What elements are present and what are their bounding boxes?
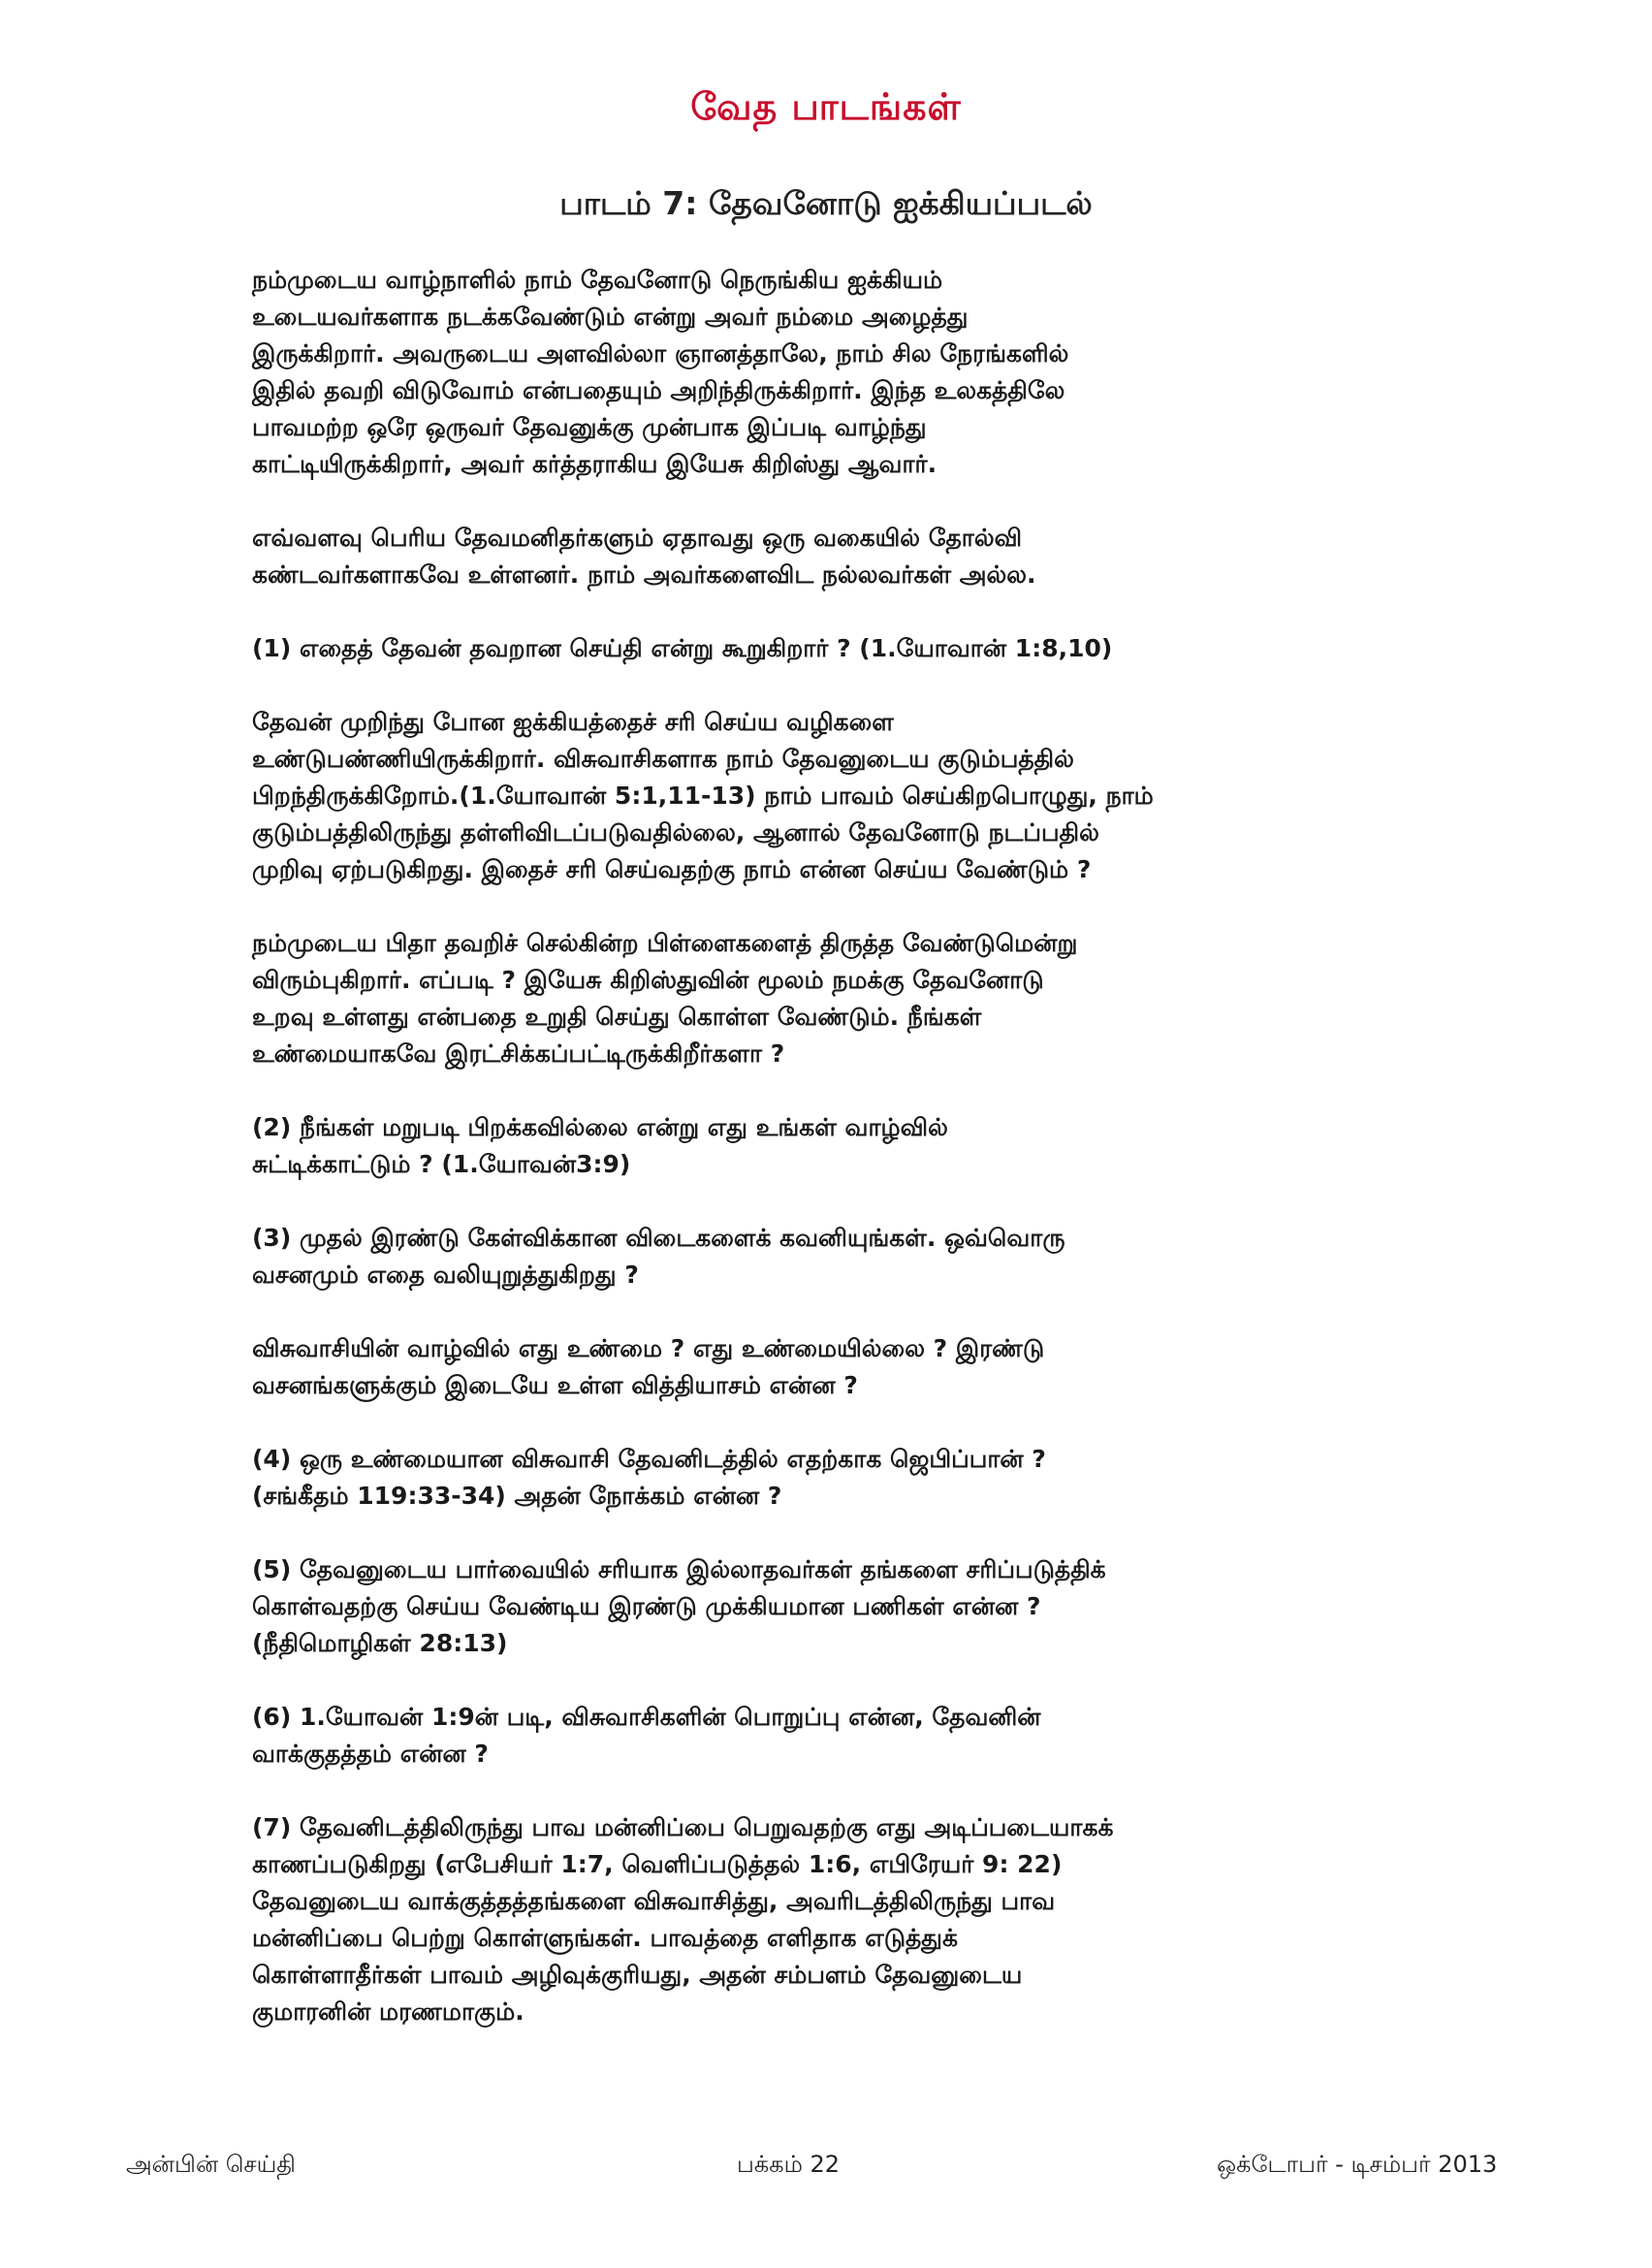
text-line: (4) ஒரு உண்மையான விசுவாசி தேவனிடத்தில் எதற்காக ஜெபிப்பான் ? (252, 1445, 1046, 1473)
text-line: சுட்டிக்காட்டும் ? (1.யோவன்3:9) (252, 1150, 631, 1178)
text-line: குடும்பத்திலிருந்து தள்ளிவிடப்படுவதில்லை, ஆனால் தேவனோடு நடப்பதில் (252, 818, 1099, 847)
text-line: (2) நீங்கள் மறுபடி பிறக்கவில்லை என்று எது உங்கள் வாழ்வில் (252, 1113, 948, 1141)
text-line: (சங்கீதம் 119:33-34) அதன் நோக்கம் என்ன ? (252, 1482, 782, 1510)
footer-page-number: பக்கம் 22 (737, 2151, 841, 2178)
text-line: காட்டியிருக்கிறார், அவர் கர்த்தராகிய இயேசு கிறிஸ்து ஆவார். (252, 450, 937, 478)
paragraph (252, 1220, 1454, 1294)
lesson-title: பாடம் 7: தேவனோடு ஐக்கியப்படல் (559, 184, 1093, 222)
paragraph (252, 1809, 1454, 2030)
text-line: கண்டவர்களாகவே உள்ளனர். நாம் அவர்களைவிட நல்லவர்கள் அல்ல. (252, 560, 1036, 589)
paragraph (252, 1441, 1454, 1515)
lesson-body (252, 262, 1454, 2067)
text-line: பாவமற்ற ஒரே ஒருவர் தேவனுக்கு முன்பாக இப்படி வாழ்ந்து (252, 413, 927, 441)
text-line: (நீதிமொழிகள் 28:13) (252, 1629, 508, 1657)
text-line: உறவு உள்ளது என்பதை உறுதி செய்து கொள்ள வேண்டும். நீங்கள் (252, 1003, 982, 1031)
text-line: தேவன் முறிந்து போன ஐக்கியத்தைச் சரி செய்ய வழிகளை (252, 708, 894, 736)
text-line: குமாரனின் மரணமாகும். (252, 1997, 524, 2026)
text-line: வசனமும் எதை வலியுறுத்துகிறது ? (252, 1261, 639, 1289)
text-line: எவ்வளவு பெரிய தேவமனிதர்களும் ஏதாவது ஒரு வகையில் தோல்வி (252, 524, 1023, 552)
text-line: விரும்புகிறார். எப்படி ? இயேசு கிறிஸ்துவின் மூலம் நமக்கு தேவனோடு (252, 966, 1044, 994)
paragraph (252, 1330, 1454, 1404)
text-line: நம்முடைய வாழ்நாளில் நாம் தேவனோடு நெருங்கிய ஐக்கியம் (252, 266, 943, 294)
text-line: பிறந்திருக்கிறோம்.(1.யோவான் 5:1,11-13) நாம் பாவம் செய்கிறபொழுது, நாம் (252, 782, 1154, 810)
text-line: காணப்படுகிறது (எபேசியர் 1:7, வெளிப்படுத்தல் 1:6, எபிரேயர் 9: 22) (252, 1850, 1063, 1878)
paragraph (252, 925, 1454, 1072)
text-line: உடையவர்களாக நடக்கவேண்டும் என்று அவர் நம்மை அழைத்து (252, 303, 969, 331)
text-line: இருக்கிறார். அவருடைய அளவில்லா ஞானத்தாலே, நாம் சில நேரங்களில் (252, 339, 1069, 367)
paragraph (252, 704, 1454, 888)
text-line: தேவனுடைய வாக்குத்தத்தங்களை விசுவாசித்து, அவரிடத்திலிருந்து பாவ (252, 1887, 1056, 1915)
text-line: விசுவாசியின் வாழ்வில் எது உண்மை ? எது உண்மையில்லை ? இரண்டு (252, 1334, 1045, 1362)
text-line: உண்டுபண்ணியிருக்கிறார். விசுவாசிகளாக நாம் தேவனுடைய குடும்பத்தில் (252, 745, 1074, 773)
paragraph (252, 1109, 1454, 1183)
text-line: உண்மையாகவே இரட்சிக்கப்பட்டிருக்கிறீர்களா ? (252, 1039, 785, 1068)
text-line: (1) எதைத் தேவன் தவறான செய்தி என்று கூறுகிறார் ? (1.யோவான் 1:8,10) (252, 634, 1113, 662)
text-line: முறிவு ஏற்படுகிறது. இதைச் சரி செய்வதற்கு நாம் என்ன செய்ய வேண்டும் ? (252, 855, 1092, 883)
text-line: (3) முதல் இரண்டு கேள்விக்கான விடைகளைக் கவனியுங்கள். ஒவ்வொரு (252, 1224, 1065, 1252)
paragraph (252, 520, 1454, 593)
footer-publication-name: அன்பின் செய்தி (126, 2151, 296, 2178)
text-line: நம்முடைய பிதா தவறிச் செல்கின்ற பிள்ளைகளைத் திருத்த வேண்டுமென்று (252, 929, 1078, 957)
text-line: மன்னிப்பை பெற்று கொள்ளுங்கள். பாவத்தை எளிதாக எடுத்துக் (252, 1924, 958, 1952)
text-line: இதில் தவறி விடுவோம் என்பதையும் அறிந்திருக்கிறார். இந்த உலகத்திலே (252, 376, 1065, 404)
text-line: கொள்ளாதீர்கள் பாவம் அழிவுக்குரியது, அதன் சம்பளம் தேவனுடைய (252, 1961, 1023, 1989)
paragraph (252, 1551, 1454, 1662)
text-line: கொள்வதற்கு செய்ய வேண்டிய இரண்டு முக்கியமான பணிகள் என்ன ? (252, 1592, 1041, 1620)
text-line: (5) தேவனுடைய பார்வையில் சரியாக இல்லாதவர்கள் தங்களை சரிப்படுத்திக் (252, 1555, 1106, 1583)
paragraph (252, 262, 1454, 483)
text-line: வாக்குதத்தம் என்ன ? (252, 1740, 489, 1768)
paragraph (252, 1699, 1454, 1773)
page-heading: வேத பாடங்கள் (690, 85, 962, 128)
text-line: (7) தேவனிடத்திலிருந்து பாவ மன்னிப்பை பெறுவதற்கு எது அடிப்படையாகக் (252, 1813, 1114, 1841)
footer-issue-date: ஒக்டோபர் - டிசம்பர் 2013 (1217, 2151, 1498, 2178)
paragraph (252, 630, 1454, 667)
text-line: வசனங்களுக்கும் இடையே உள்ள வித்தியாசம் என்ன ? (252, 1371, 858, 1399)
text-line: (6) 1.யோவன் 1:9ன் படி, விசுவாசிகளின் பொறுப்பு என்ன, தேவனின் (252, 1703, 1041, 1731)
